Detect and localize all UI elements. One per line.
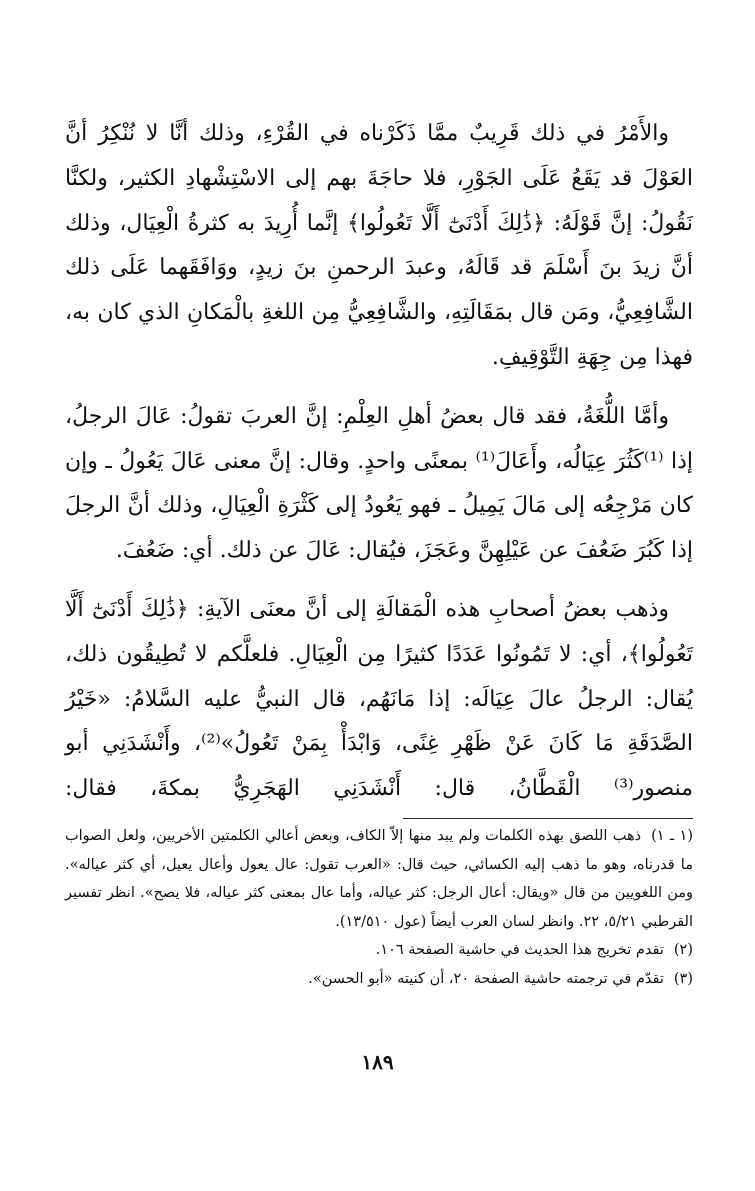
paragraph-3: وذهب بعضُ أصحابِ هذه الْمَقالَةِ إلى أنَّ معنَى الآيةِ: ﴿ذَٰلِكَ أَدْنَىٰٓ أَلَّا تَعُولُوا﴾، أي: لا تَمُونُوا عَدَدًا كثيرًا مِن الْعِيَالِ. فلعلَّكم لا تُطِيقُون ذلك، يُقال: الرجلُ عالَ عِيَالَه: إذا مَانَهُم، قال النبيُّ عليه السَّلامُ: «خَيْرُ الصَّدَقَةِ مَا كَانَ عَنْ ظَهْرِ غِنًى، وَابْدَأْ بِمَنْ تَعُولُ»⁽²⁾، وأَنْشَدَنِي أبو منصور⁽³⁾ الْقَطَّانُ، قال: أَنْشَدَنِي الهَجَرِيُّ بمكةَ، فقال: <box>65 596 693 802</box>
footnote-number: (٢) <box>673 942 693 958</box>
footnote-number: (١ ـ ١) <box>651 828 694 844</box>
footnote-text: ذهب اللصق بهذه الكلمات ولم يبد منها إلاّ الكاف، وبعض أعالي الكلمتين الأخريين، ولعل الصواب ما قدرناه، وهو ما ذهب إليه الكسائي، حيث قال: «العرب تقول: عال يعول وأعال يعيل، أي كثر عياله». ومن اللغويين من قال «ويقال: أعال الرجل: كثر عياله، وأما عال بمعنى كثر عياله، فلا يصح». انظر تفسير القرطبي ٥/٢١، ٢٢. وانظر لسان العرب أيضاً (عول ١٣/٥١٠). <box>65 828 693 930</box>
footnote <box>65 936 693 965</box>
page-number: ١٨٩ <box>361 1050 394 1074</box>
footnote-text: تقدم تخريج هذا الحديث في حاشية الصفحة ١٠٦. <box>375 942 664 958</box>
footnote <box>65 965 693 994</box>
footnote-divider <box>403 818 693 819</box>
main-text <box>65 112 693 826</box>
footnote <box>65 822 693 936</box>
paragraph-2: وأمَّا اللُّغَةُ، فقد قال بعضُ أهلِ العِلْمِ: إنَّ العربَ تقولُ: عَالَ الرجلُ، إذا ⁽¹⁾كَثُرَ عِيَالُه، وأَعَالَ⁽¹⁾ بمعنًى واحدٍ. وقال: إنَّ معنى عَالَ يَعُولُ ـ وإن كان مَرْجِعُه إلى مَالَ يَمِيلُ ـ فهو يَعُودُ إلى كَثْرَةِ الْعِيَالِ، وذلك أنَّ الرجلَ إذا كَبُرَ ضَعُفَ عن عَيْلِهِنَّ وعَجَزَ، فيُقال: عَالَ عن ذلك. أي: ضَعُفَ. <box>65 403 693 564</box>
footnote-number: (٣) <box>673 970 693 987</box>
paragraph-1: والأَمْرُ في ذلك قَرِيبٌ ممَّا ذَكَرْناه في القُرْءِ، وذلك أنَّا لا نُنْكِرُ أنَّ العَوْلَ قد يَقَعُ عَلَى الجَوْرِ، فلا حاجَةَ بهم إلى الاسْتِشْهادِ الكثير، ولكنَّا نَقُولُ: إنَّ قَوْلَهُ: ﴿ذَٰلِكَ أَدْنَىٰٓ أَلَّا تَعُولُوا﴾ إنَّما أُرِيدَ به كثرةُ الْعِيَال، وذلك أنَّ زيدَ بنَ أَسْلَمَ قد قَالَهُ، وعبدَ الرحمنِ بنَ زيدٍ، ووَافَقَهما عَلَى ذلك الشَّافِعِيُّ، ومَن قال بمَقَالَتِهِ، والشَّافِعِيُّ مِن اللغةِ بالْمَكانِ الذي كان به، فهذا مِن جِهَةِ التَّوْقِيفِ. <box>65 121 693 370</box>
footnote-text: تقدّم في ترجمته حاشية الصفحة ٢٠، أن كنيته «أبو الحسن». <box>308 970 664 987</box>
footnotes <box>65 822 693 993</box>
